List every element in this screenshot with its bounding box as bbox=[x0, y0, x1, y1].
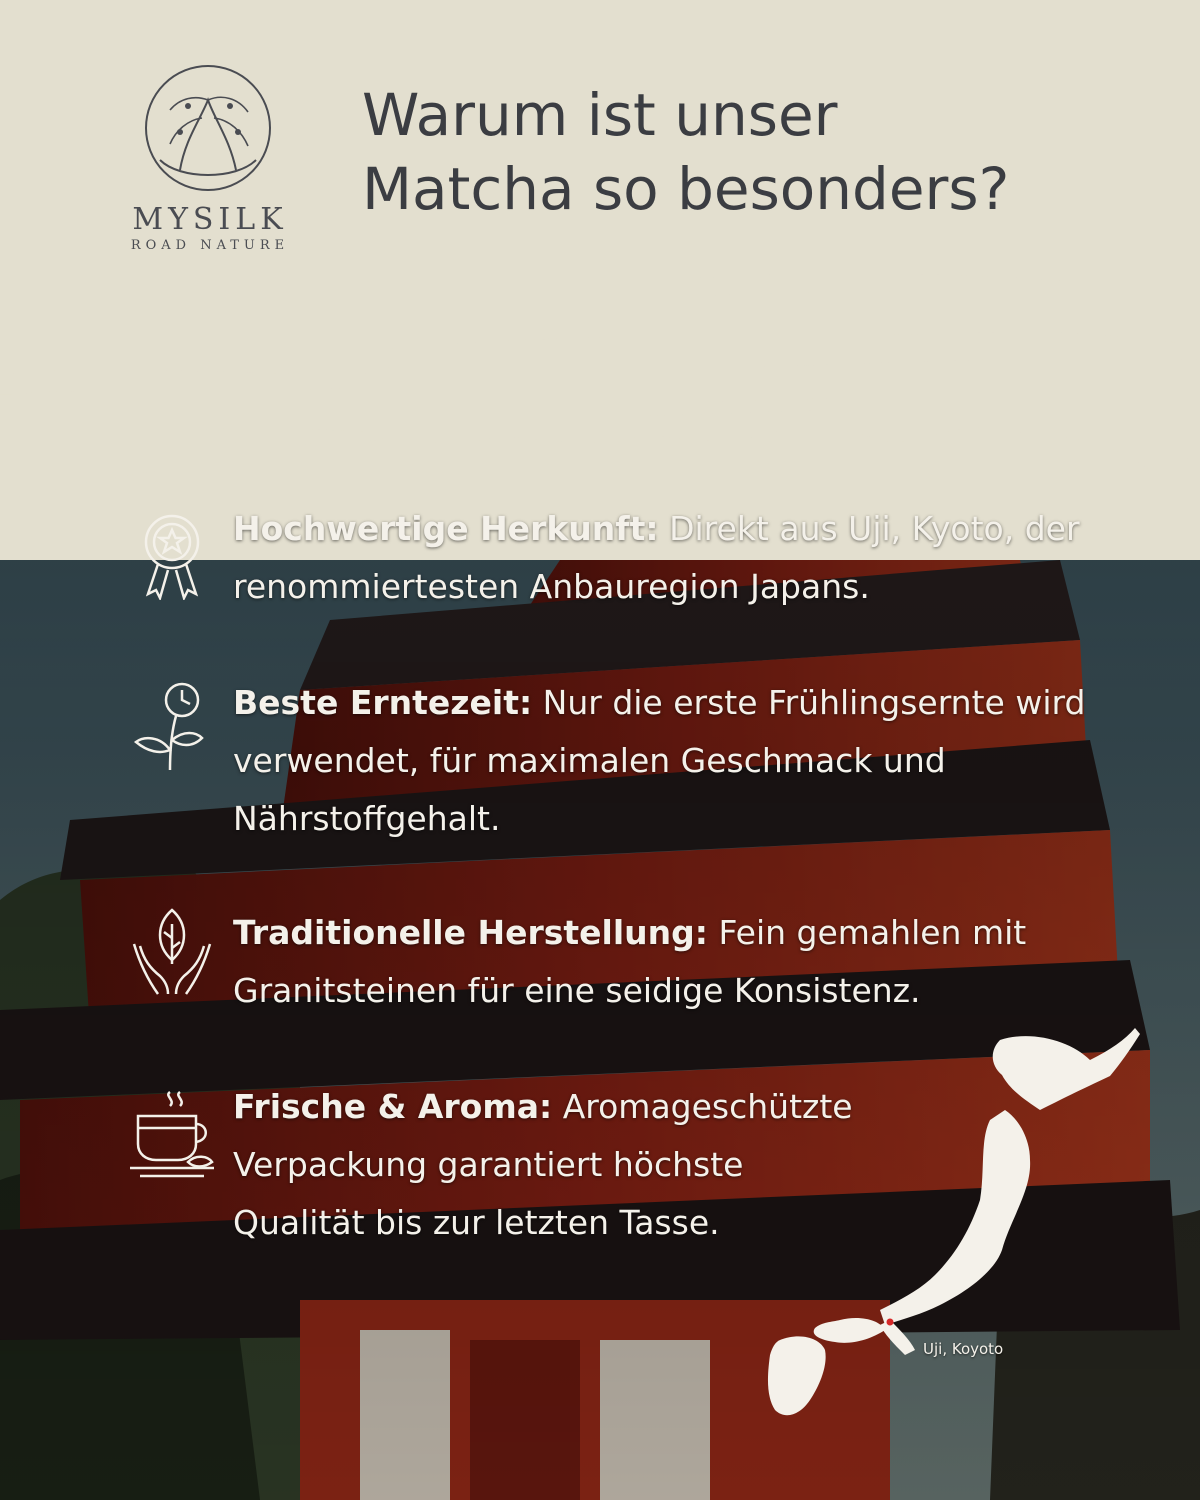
page-title bbox=[362, 78, 1162, 226]
feature-text-harvest bbox=[233, 674, 1133, 848]
map-label: Uji, Koyoto bbox=[923, 1340, 1004, 1358]
feature-title: Hochwertige Herkunft: bbox=[233, 509, 659, 548]
uji-marker bbox=[887, 1319, 894, 1326]
feature-title: Traditionelle Herstellung: bbox=[233, 913, 708, 952]
feature-description: Direkt aus Uji, Kyoto, der renommiertesten Anbauregion Japans. bbox=[233, 509, 1080, 606]
title-line-2: Matcha so besonders? bbox=[362, 155, 1010, 223]
plant-clock-icon bbox=[130, 680, 214, 772]
tea-cup-icon bbox=[130, 1088, 214, 1180]
japan-map bbox=[740, 1020, 1180, 1460]
brand-logo bbox=[110, 60, 310, 260]
title-line-1: Warum ist unser bbox=[362, 81, 838, 149]
feature-title: Frische & Aroma: bbox=[233, 1087, 553, 1126]
tree-circle-icon bbox=[140, 60, 276, 196]
brand-name: MYSILK bbox=[132, 202, 288, 237]
feature-description: Fein gemahlen mit Granitsteinen für eine seidige Konsistenz. bbox=[233, 913, 1027, 1010]
feature-title: Beste Erntezeit: bbox=[233, 683, 533, 722]
feature-description: Nur die erste Frühlingsernte wird verwendet, für maximalen Geschmack und Nährstoffgehalt. bbox=[233, 683, 1086, 838]
feature-text-origin bbox=[233, 500, 1133, 616]
feature-text-production bbox=[233, 904, 1133, 1020]
brand-subline: ROAD NATURE bbox=[130, 238, 290, 253]
hands-leaf-icon bbox=[130, 904, 214, 996]
feature-description: Aromageschützte Verpackung garantiert höchste Qualität bis zur letzten Tasse. bbox=[233, 1087, 853, 1242]
award-ribbon-icon bbox=[130, 508, 214, 600]
